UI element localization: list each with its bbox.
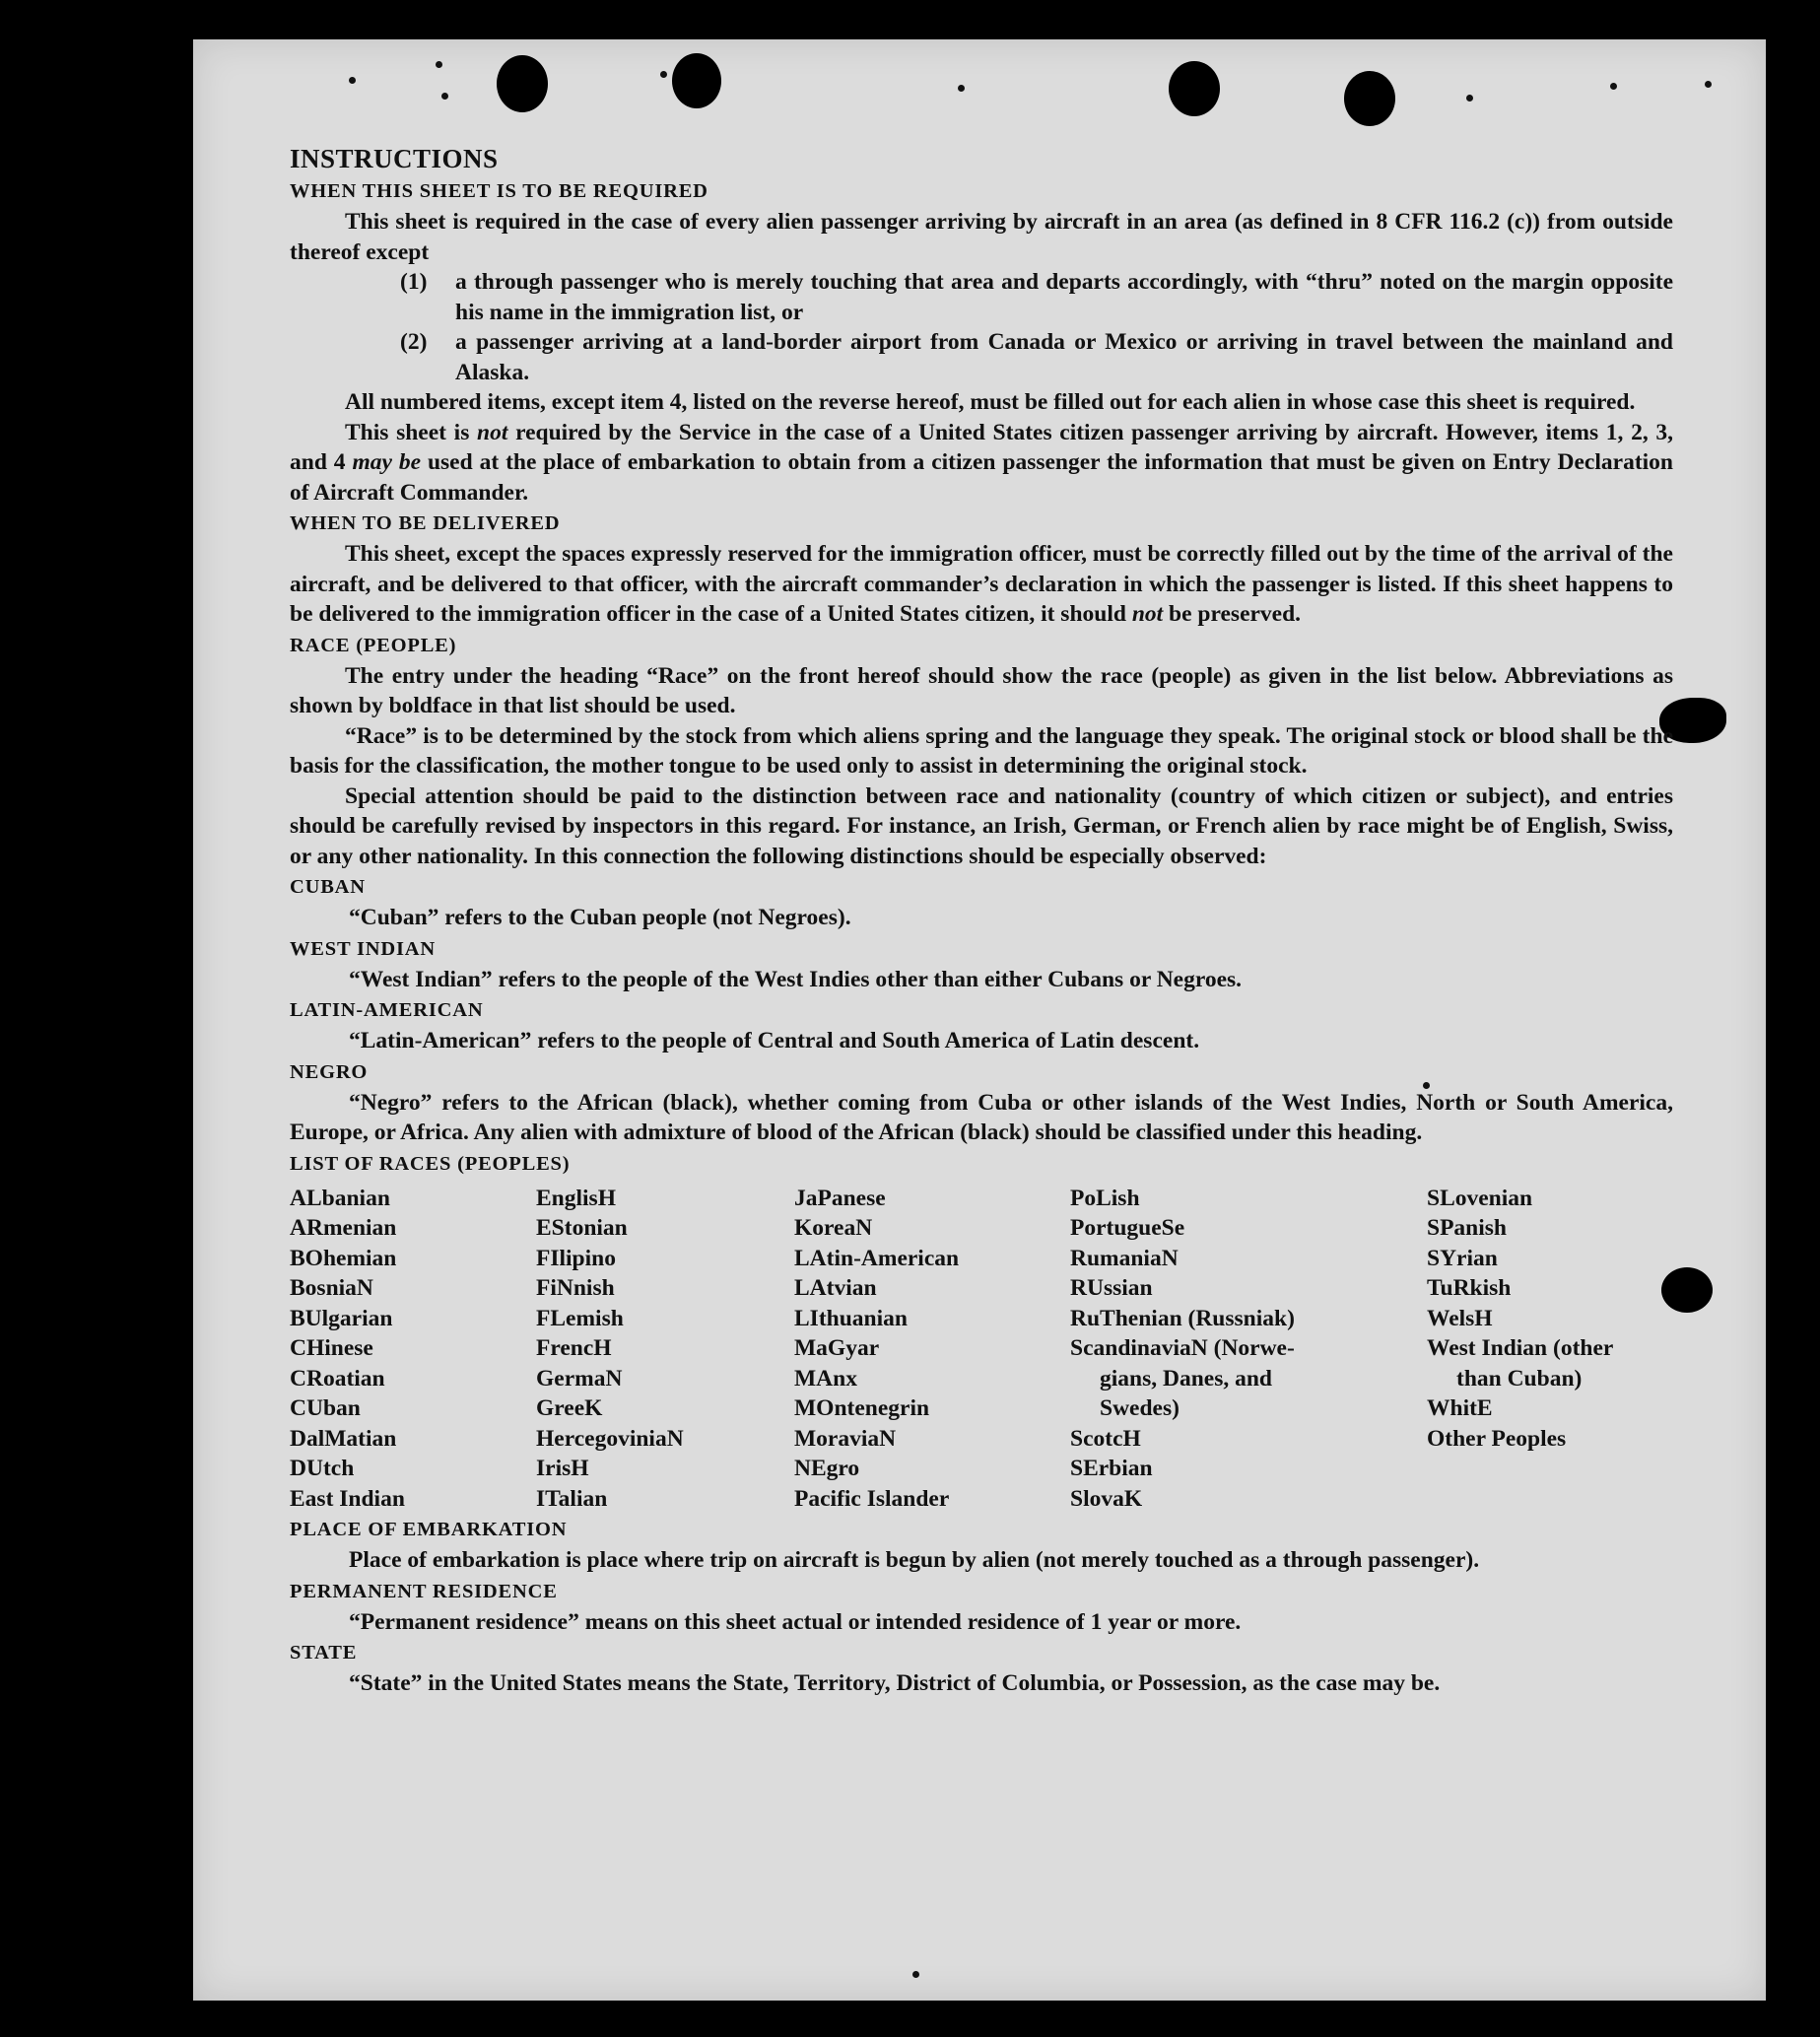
race-item: LIthuanian [794,1305,908,1331]
race-column-2 [536,1184,794,1515]
citizen-text-a: This sheet is [345,419,478,445]
race-item: IrisH [536,1456,589,1481]
race-item: MAnx [794,1365,857,1392]
race-item: CRoatian [290,1365,385,1392]
cuban-paragraph: “Cuban” refers to the Cuban people (not Negroes). [349,905,851,930]
race-item: SlovaK [1070,1485,1143,1512]
ink-speck [349,77,356,84]
punch-hole [1169,61,1220,116]
document-page [193,39,1766,2001]
race-item: SYrian [1427,1245,1498,1271]
race-item: ARmenian [290,1215,397,1241]
exception-item-1 [290,267,1673,327]
race-paragraph-1: The entry under the heading “Race” on the front hereof should show the race (people) as given in the list below. Abbreviations as shown by boldface in that list should be used. [290,662,1673,718]
heading-latin-american: LATIN-AMERICAN [290,999,484,1021]
race-item: SErbian [1070,1456,1153,1481]
race-item: FLemish [536,1305,624,1331]
negro-paragraph: “Negro” refers to the African (black), whether coming from Cuba or other islands of the West Indies, North or South America, Europe, or Africa. Any alien with admixture of blood of the African (black) should be classified under this heading. [290,1089,1673,1145]
race-item: ScotcH [1070,1425,1141,1452]
race-item: FiNnish [536,1275,615,1301]
race-item: ITalian [536,1485,608,1512]
ink-speck [436,61,442,68]
race-item: JaPanese [794,1185,886,1211]
race-item: BUlgarian [290,1305,393,1331]
race-item: ScandinaviaN (Norwe- [1070,1335,1295,1361]
heading-cuban: CUBAN [290,876,366,898]
heading-negro: NEGRO [290,1060,369,1083]
delivered-text-not: not [1131,601,1164,627]
race-item-continued: Swedes) [1100,1395,1180,1421]
race-item: GermaN [536,1365,623,1392]
race-item: CHinese [290,1335,373,1361]
race-item: PoLish [1070,1185,1140,1211]
latin-american-paragraph: “Latin-American” refers to the people of Central and South America of Latin descent. [349,1028,1200,1053]
ink-speck [912,1971,919,1978]
ink-speck [1705,81,1712,88]
race-column-4 [1070,1184,1427,1515]
race-item: CUban [290,1395,361,1421]
race-item: MoraviaN [794,1425,897,1452]
heading-race: RACE (PEOPLE) [290,634,457,656]
instructions-body [290,142,1673,1699]
heading-place-of-embarkation: PLACE OF EMBARKATION [290,1519,568,1540]
race-item: RuThenian (Russniak) [1070,1305,1295,1331]
citizen-paragraph [290,418,1673,509]
race-item: PortugueSe [1070,1215,1185,1241]
embarkation-paragraph: Place of embarkation is place where trip on aircraft is begun by alien (not merely touched as a through passenger). [349,1547,1480,1573]
delivered-paragraph [290,539,1673,630]
race-item: MOntenegrin [794,1395,930,1421]
race-item: EStonian [536,1215,628,1241]
citizen-text-b: required by the Service in the case of a United States citizen passenger arriving by aircraft. However, items 1, 2, 3, and 4 [290,419,1674,475]
delivered-text-b: be preserved. [1163,601,1302,627]
numbered-items-paragraph: All numbered items, except item 4, listed on the reverse hereof, must be filled out for each alien in whose case this sheet is required. [345,389,1636,415]
heading-state: STATE [290,1642,358,1664]
race-item: SLovenian [1427,1185,1533,1211]
heading-permanent-residence: PERMANENT RESIDENCE [290,1580,558,1602]
race-item: Other Peoples [1427,1425,1567,1452]
race-item: LAtin-American [794,1245,960,1271]
race-item: BosniaN [290,1275,373,1301]
race-item: West Indian (other [1427,1335,1614,1361]
race-item: WelsH [1427,1305,1493,1331]
race-column-3 [794,1184,1070,1515]
heading-list-of-races: LIST OF RACES (PEOPLES) [290,1152,571,1175]
ink-speck [1466,95,1473,102]
race-list [290,1184,1673,1515]
ink-speck [660,71,667,78]
race-item: DUtch [290,1456,355,1481]
race-item: GreeK [536,1395,603,1421]
race-paragraph-2: “Race” is to be determined by the stock from which aliens spring and the language they speak. The original stock or blood shall be the basis for the classification, the mother tongue to be used only to assist in determining the original stock. [290,722,1673,779]
page-title: INSTRUCTIONS [290,144,499,173]
race-item: WhitE [1427,1395,1493,1421]
exception-text: a through passenger who is merely touching that area and departs accordingly, with “thru” noted on the margin opposite his name in the immigration list, or [455,269,1673,325]
heading-when-delivered: WHEN TO BE DELIVERED [290,512,561,534]
race-item: BOhemian [290,1245,397,1271]
citizen-text-not: not [477,419,508,445]
intro-paragraph: This sheet is required in the case of every alien passenger arriving by aircraft in an area (as defined in 8 CFR 116.2 (c)) from outside thereof except [290,209,1673,265]
race-item: MaGyar [794,1335,880,1361]
ink-speck [441,93,448,100]
race-item: SPanish [1427,1215,1507,1241]
west-indian-paragraph: “West Indian” refers to the people of the West Indies other than either Cubans or Negroes. [349,966,1243,992]
race-item: HercegoviniaN [536,1425,684,1452]
race-item: Pacific Islander [794,1485,950,1512]
residence-paragraph: “Permanent residence” means on this sheet actual or intended residence of 1 year or more. [349,1608,1242,1635]
race-column-1 [290,1184,536,1515]
exception-text: a passenger arriving at a land-border airport from Canada or Mexico or arriving in travel between the mainland and Alaska. [455,329,1673,385]
race-item: NEgro [794,1456,860,1481]
citizen-text-c: used at the place of embarkation to obtain from a citizen passenger the information that must be given on Entry Declaration of Aircraft Commander. [290,449,1673,506]
ink-speck [1610,83,1617,90]
punch-hole [1344,71,1395,126]
race-item: FrencH [536,1335,612,1361]
punch-hole [672,53,721,108]
exception-item-2 [290,327,1673,387]
race-item: ALbanian [290,1185,390,1211]
race-item: RUssian [1070,1275,1153,1301]
race-item: FIlipino [536,1245,616,1271]
delivered-text-a: This sheet, except the spaces expressly reserved for the immigration officer, must be correctly filled out by the time of the arrival of the aircraft, and be delivered to that officer, with the aircraft commander’s declaration in which the passenger is listed. If this sheet happens to be delivered to the immigration officer in the case of a United States citizen, it should [290,541,1673,627]
race-item: East Indian [290,1485,405,1512]
exception-number: (2) [400,329,428,355]
punch-hole [497,55,548,112]
heading-west-indian: WEST INDIAN [290,937,436,960]
race-item-continued: than Cuban) [1456,1365,1583,1392]
race-column-5 [1427,1184,1673,1515]
race-item: EnglisH [536,1185,616,1211]
race-item: DalMatian [290,1425,397,1452]
race-item: RumaniaN [1070,1245,1179,1271]
state-paragraph: “State” in the United States means the State, Territory, District of Columbia, or Possession, as the case may be. [349,1670,1441,1696]
race-paragraph-3: Special attention should be paid to the distinction between race and nationality (country of which citizen or subject), and entries should be carefully revised by inspectors in this regard. For instance, an Irish, German, or French alien by race might be of English, Swiss, or any other nationality. In this connection the following distinctions should be especially observed: [290,782,1673,869]
race-item: KoreaN [794,1215,873,1241]
race-item: LAtvian [794,1275,877,1301]
citizen-text-may: may be [352,449,422,475]
exception-number: (1) [400,269,428,295]
heading-when-required: WHEN THIS SHEET IS TO BE REQUIRED [290,180,708,202]
race-item: TuRkish [1427,1275,1512,1301]
ink-speck [958,85,965,92]
race-item-continued: gians, Danes, and [1100,1365,1272,1392]
